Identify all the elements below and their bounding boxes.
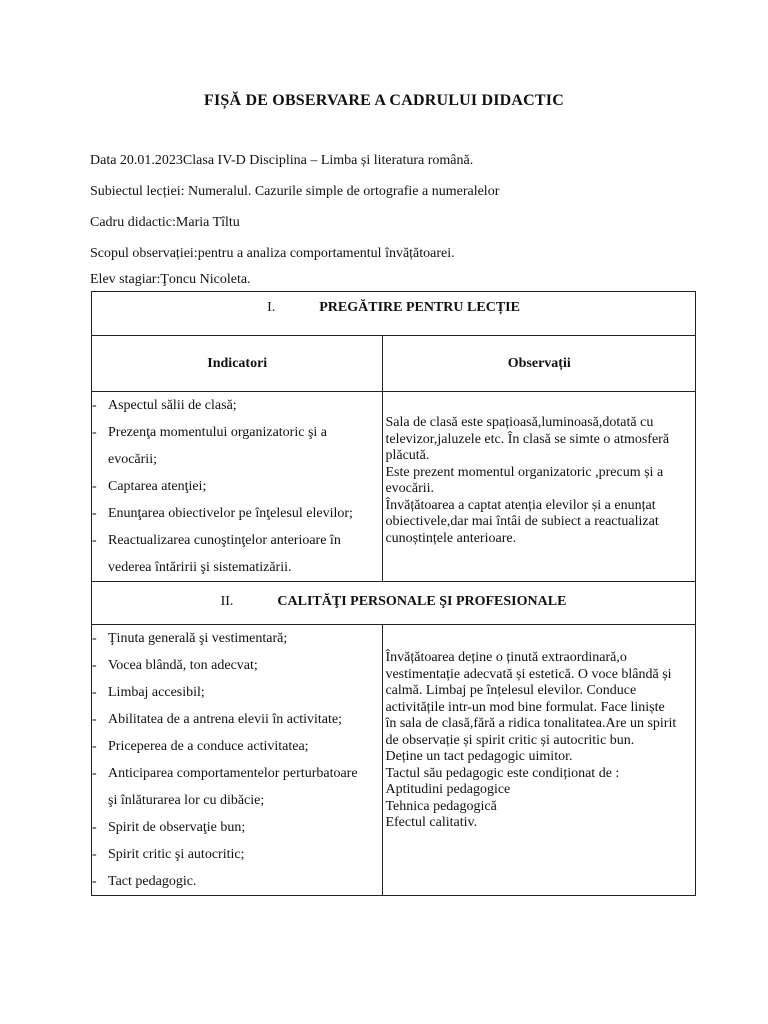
observation-line: vestimentație adecvată și estetică. O voce blândă și [385,666,672,682]
observation-line: obiectivele,dar mai întâi de subiect a reactualizat [385,514,659,529]
date-class-line: Data 20.01.2023Clasa IV-D Disciplina – Limba și literatura română. [90,153,474,168]
observation-line: în sala de clasă,fără a ridica tonalitatea.Are un spirit [385,716,677,731]
section-2-title: CALITĂŢI PERSONALE ŞI PROFESIONALE [277,594,567,609]
section-1-observation-text [383,392,695,547]
indicator-item: - Captarea atenţiei; [92,473,382,500]
observation-line: Este prezent momentul organizatoric ,precum și a [385,464,664,480]
section-1-number: I. [267,300,276,315]
section-1-indicator-list [92,392,382,581]
observation-table [91,291,696,896]
section-1-title: PREGĂTIRE PENTRU LECȚIE [319,300,520,315]
indicator-item: - Spirit critic şi autocritic; [92,841,382,868]
observation-line: Învățătoarea a captat atenția elevilor și a enunțat [385,497,656,513]
observation-line: Învățătoarea deține o ținută extraordinară,o [385,650,627,665]
observation-line: Tactul său pedagogic este condiționat de : [385,765,620,781]
indicator-item: - Anticiparea comportamentelor perturbatoare [92,760,382,787]
section-2-observation-text [383,625,695,832]
observation-line: Deține un tact pedagogic uimitor. [385,749,573,764]
page-title: FIȘĂ DE OBSERVARE A CADRULUI DIDACTIC [204,92,564,109]
section-2-indicator-list [92,625,382,895]
indicators-column-header: Indicatori [92,336,383,392]
indicator-item: - Tact pedagogic. [92,868,382,895]
indicator-item: - Vocea blândă, ton adecvat; [92,652,382,679]
indicator-item: - Reactualizarea cunoştinţelor anterioare în [92,527,382,554]
section-2-header [92,582,696,625]
observation-line: activitățile intr-un mod bine formulat. Face liniște [385,699,665,715]
indicator-item: - Aspectul sălii de clasă; [92,392,382,419]
observation-line: Aptitudini pedagogice [385,782,511,797]
section-2-number: II. [220,594,234,609]
indicator-item: evocării; [108,452,157,467]
section-2-indicators-cell [92,625,383,896]
indicator-item: - Enunţarea obiectivelor pe înţelesul elevilor; [92,500,382,527]
observation-line: calmă. Limbaj pe înțelesul elevilor. Conduce [385,683,637,698]
observation-line: Sala de clasă este spațioasă,luminoasă,dotată cu [385,415,654,430]
observation-line: cunoștințele anterioare. [385,530,517,546]
observations-column-header: Observații [383,336,696,392]
observation-line: de observație și spirit critic și autocritic bun. [385,732,635,748]
observation-line: Tehnica pedagogică [385,798,497,814]
indicator-item: - Abilitatea de a antrena elevii în activitate; [92,706,382,733]
section-1-indicators-cell [92,392,383,582]
indicator-item: - Prezenţa momentului organizatoric şi a [92,419,382,446]
indicator-item: şi înlăturarea lor cu dibăcie; [108,793,265,808]
observation-line: Efectul calitativ. [385,815,478,830]
observation-purpose-line: Scopul observației:pentru a analiza comportamentul învățătoarei. [90,246,455,261]
indicator-item: - Spirit de observaţie bun; [92,814,382,841]
student-trainee-line: Elev stagiar:Ţoncu Nicoleta. [90,272,251,287]
teacher-line: Cadru didactic:Maria Tîltu [90,215,240,230]
observation-line: plăcută. [385,448,430,463]
indicator-item: vederea întăririi şi sistematizării. [108,560,292,575]
observation-line: evocării. [385,481,435,496]
lesson-subject-line: Subiectul lecției: Numeralul. Cazurile simple de ortografie a numeralelor [90,184,500,199]
indicator-item: - Ţinuta generală şi vestimentară; [92,625,382,652]
section-1-observations-cell [383,392,696,582]
section-2-observations-cell [383,625,696,896]
observation-line: televizor,jaluzele etc. În clasă se simte o atmosferă [385,431,670,447]
indicator-item: - Priceperea de a conduce activitatea; [92,733,382,760]
section-1-header [92,292,696,336]
indicator-item: - Limbaj accesibil; [92,679,382,706]
